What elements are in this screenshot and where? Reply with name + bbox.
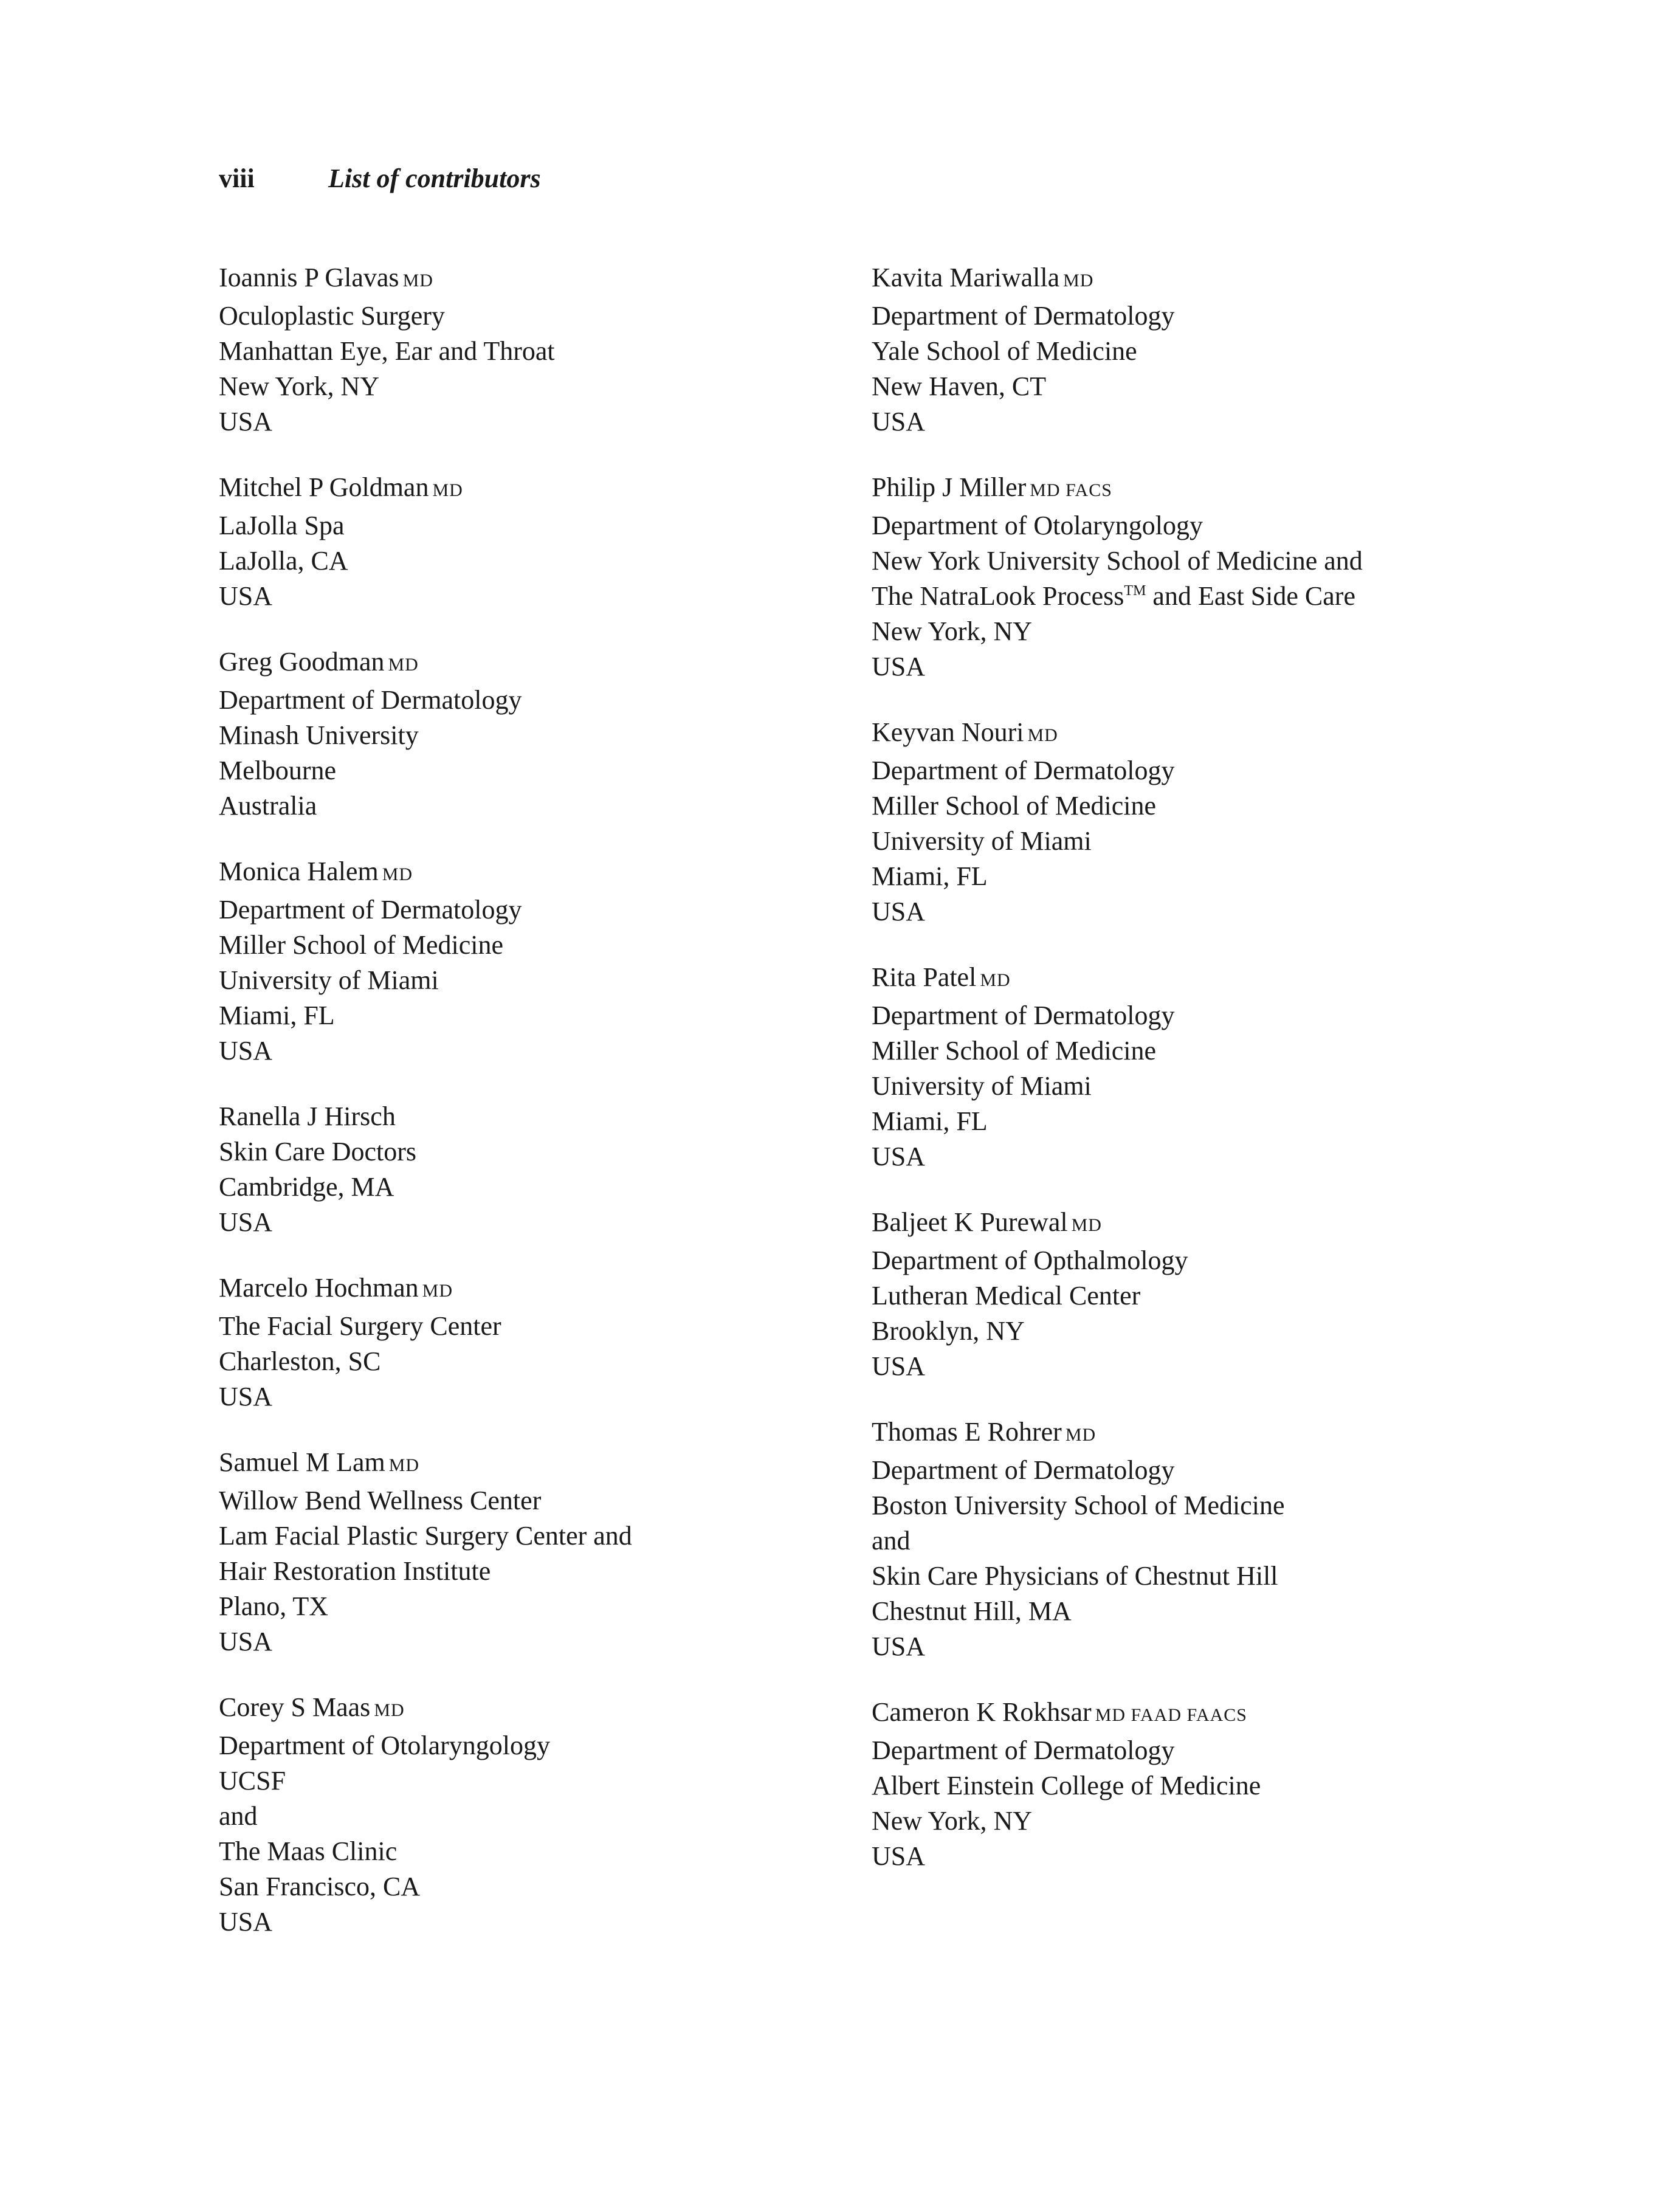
affiliation-line: Boston University School of Medicine (872, 1490, 1285, 1520)
affiliation-line: Minash University (219, 720, 419, 750)
contributor-name-line (219, 260, 827, 298)
affiliation-line: Oculoplastic Surgery (219, 301, 445, 331)
affiliation-line: Department of Otolaryngology (219, 1731, 550, 1760)
contributor-name-line (219, 1099, 827, 1134)
contributor-name-line (219, 470, 827, 508)
contributor-credentials: MD (1027, 725, 1058, 745)
contributor-entry (872, 260, 1479, 439)
affiliation-text: The NatraLook Process (872, 581, 1124, 611)
contributor-name: Baljeet K Purewal (872, 1207, 1068, 1237)
contributor-credentials: MD (1071, 1215, 1102, 1235)
contributor-name-line (219, 854, 827, 892)
affiliation-line: Miller School of Medicine (219, 930, 504, 960)
affiliation-line: Charleston, SC (219, 1346, 381, 1376)
contributor-entry (219, 1690, 827, 1940)
contributor-credentials: MD (388, 655, 419, 675)
affiliation-line: Department of Dermatology (872, 1735, 1175, 1765)
affiliation-line: USA (872, 1631, 926, 1661)
affiliation-line: Miami, FL (872, 861, 988, 891)
affiliation-line: Chestnut Hill, MA (872, 1596, 1072, 1626)
contributor-credentials: MD (402, 270, 433, 291)
contributor-name-line (872, 1414, 1479, 1453)
affiliation-line: Miller School of Medicine (872, 1036, 1157, 1066)
affiliation-line: USA (219, 1907, 273, 1937)
affiliation-line: Plano, TX (219, 1591, 329, 1621)
contributor-credentials: MD (432, 480, 463, 500)
affiliation-line: and (219, 1801, 258, 1831)
affiliation-line: Australia (219, 791, 317, 821)
left-contributor-column (219, 260, 827, 1970)
running-head (219, 163, 541, 205)
affiliation-line: USA (219, 1382, 273, 1411)
contributor-entry (872, 1414, 1479, 1664)
contributor-name: Thomas E Rohrer (872, 1417, 1062, 1447)
contributor-entry (872, 470, 1479, 684)
affiliation-line: LaJolla Spa (219, 511, 345, 540)
contributor-credentials: MD (382, 864, 413, 884)
contributor-name-line (872, 260, 1479, 298)
contributor-entry (872, 960, 1479, 1174)
affiliation-line: USA (219, 1207, 273, 1237)
affiliation-line: USA (872, 652, 926, 681)
contributor-entry (872, 1205, 1479, 1384)
contributor-name: Mitchel P Goldman (219, 472, 429, 502)
affiliation-line: Lam Facial Plastic Surgery Center and (219, 1521, 632, 1551)
affiliation-line: Willow Bend Wellness Center (219, 1486, 542, 1515)
contributor-name-line (219, 644, 827, 683)
contributor-name: Kavita Mariwalla (872, 263, 1060, 292)
contributor-name: Samuel M Lam (219, 1447, 385, 1477)
affiliation-line: Miller School of Medicine (872, 791, 1157, 821)
affiliation-line: Department of Otolaryngology (872, 511, 1203, 540)
affiliation-line: New York University School of Medicine and (872, 546, 1363, 576)
affiliation-line: New Haven, CT (872, 371, 1047, 401)
affiliation-line (872, 579, 1479, 614)
affiliation-line: USA (219, 581, 273, 611)
contributor-name: Greg Goodman (219, 647, 385, 677)
affiliation-line: USA (872, 1142, 926, 1171)
affiliation-line: LaJolla, CA (219, 546, 348, 576)
affiliation-line: and (872, 1526, 911, 1555)
contributor-credentials: MD (422, 1281, 453, 1301)
contributor-credentials: MD (1065, 1425, 1096, 1445)
affiliation-line: USA (872, 407, 926, 436)
affiliation-line: Hair Restoration Institute (219, 1556, 491, 1586)
contributor-name: Ranella J Hirsch (219, 1101, 396, 1131)
contributor-name-line (872, 1205, 1479, 1243)
trademark-superscript: TM (1124, 583, 1146, 599)
contributor-entry (219, 644, 827, 824)
affiliation-line: USA (219, 1627, 273, 1656)
affiliation-line: Melbourne (219, 756, 337, 785)
contributor-name: Cameron K Rokhsar (872, 1697, 1092, 1727)
affiliation-line: Brooklyn, NY (872, 1316, 1025, 1346)
affiliation-line: Department of Dermatology (219, 685, 522, 715)
affiliation-line: Cambridge, MA (219, 1172, 394, 1202)
affiliation-line: New York, NY (219, 371, 380, 401)
contributor-name-line (872, 960, 1479, 998)
affiliation-line: UCSF (219, 1766, 286, 1796)
affiliation-line: New York, NY (872, 616, 1033, 646)
contributor-name: Rita Patel (872, 962, 977, 992)
affiliation-line: USA (872, 1841, 926, 1871)
affiliation-line: The Facial Surgery Center (219, 1311, 501, 1341)
contributor-name-line (872, 715, 1479, 753)
section-title: List of contributors (328, 164, 541, 193)
affiliation-line: Department of Dermatology (872, 1001, 1175, 1030)
affiliation-line: Lutheran Medical Center (872, 1281, 1141, 1311)
affiliation-line: University of Miami (219, 965, 439, 995)
contributor-entry (219, 854, 827, 1069)
contributor-name-line (872, 470, 1479, 508)
contributor-entry (219, 1270, 827, 1414)
contributor-name: Philip J Miller (872, 472, 1027, 502)
contributor-credentials: MD (980, 970, 1011, 990)
contributor-name: Corey S Maas (219, 1692, 371, 1722)
contributor-entry (872, 715, 1479, 929)
affiliation-line: Yale School of Medicine (872, 336, 1137, 366)
affiliation-line: Miami, FL (872, 1106, 988, 1136)
affiliation-line: Department of Dermatology (872, 301, 1175, 331)
affiliation-line: Skin Care Physicians of Chestnut Hill (872, 1561, 1278, 1591)
affiliation-line: USA (219, 407, 273, 436)
page-number: viii (219, 164, 255, 193)
affiliation-line: University of Miami (872, 826, 1092, 856)
affiliation-line: Department of Dermatology (872, 1455, 1175, 1485)
contributor-credentials: MD (388, 1455, 420, 1475)
contributor-name-line (872, 1695, 1479, 1733)
contributor-credentials: MD FAAD FAACS (1095, 1705, 1247, 1725)
affiliation-line: San Francisco, CA (219, 1872, 421, 1901)
affiliation-line: Skin Care Doctors (219, 1137, 417, 1166)
affiliation-line: Department of Opthalmology (872, 1245, 1188, 1275)
contributor-credentials: MD (1063, 270, 1094, 291)
affiliation-line: Albert Einstein College of Medicine (872, 1771, 1261, 1800)
right-contributor-column (872, 260, 1479, 1904)
contributor-entry (219, 1099, 827, 1240)
affiliation-line: University of Miami (872, 1071, 1092, 1101)
affiliation-line: Department of Dermatology (219, 895, 522, 925)
contributor-name: Marcelo Hochman (219, 1273, 419, 1303)
contributor-entry (219, 1445, 827, 1659)
affiliation-line: Miami, FL (219, 1001, 335, 1030)
contributor-name-line (219, 1270, 827, 1309)
contributor-entry (219, 260, 827, 439)
contributor-entry (872, 1695, 1479, 1874)
contributor-credentials: MD (374, 1700, 405, 1720)
contributor-name: Keyvan Nouri (872, 717, 1024, 747)
affiliation-line: New York, NY (872, 1806, 1033, 1836)
affiliation-line: USA (872, 1351, 926, 1381)
affiliation-line: Manhattan Eye, Ear and Throat (219, 336, 555, 366)
contributor-entry (219, 470, 827, 614)
contributor-name-line (219, 1690, 827, 1728)
affiliation-line: USA (219, 1036, 273, 1066)
contributor-name: Ioannis P Glavas (219, 263, 399, 292)
affiliation-line: USA (872, 897, 926, 926)
affiliation-line: The Maas Clinic (219, 1836, 398, 1866)
affiliation-line: Department of Dermatology (872, 756, 1175, 785)
contributor-name: Monica Halem (219, 856, 379, 886)
contributor-name-line (219, 1445, 827, 1483)
affiliation-text: and East Side Care (1146, 581, 1355, 611)
contributor-credentials: MD FACS (1030, 480, 1112, 500)
